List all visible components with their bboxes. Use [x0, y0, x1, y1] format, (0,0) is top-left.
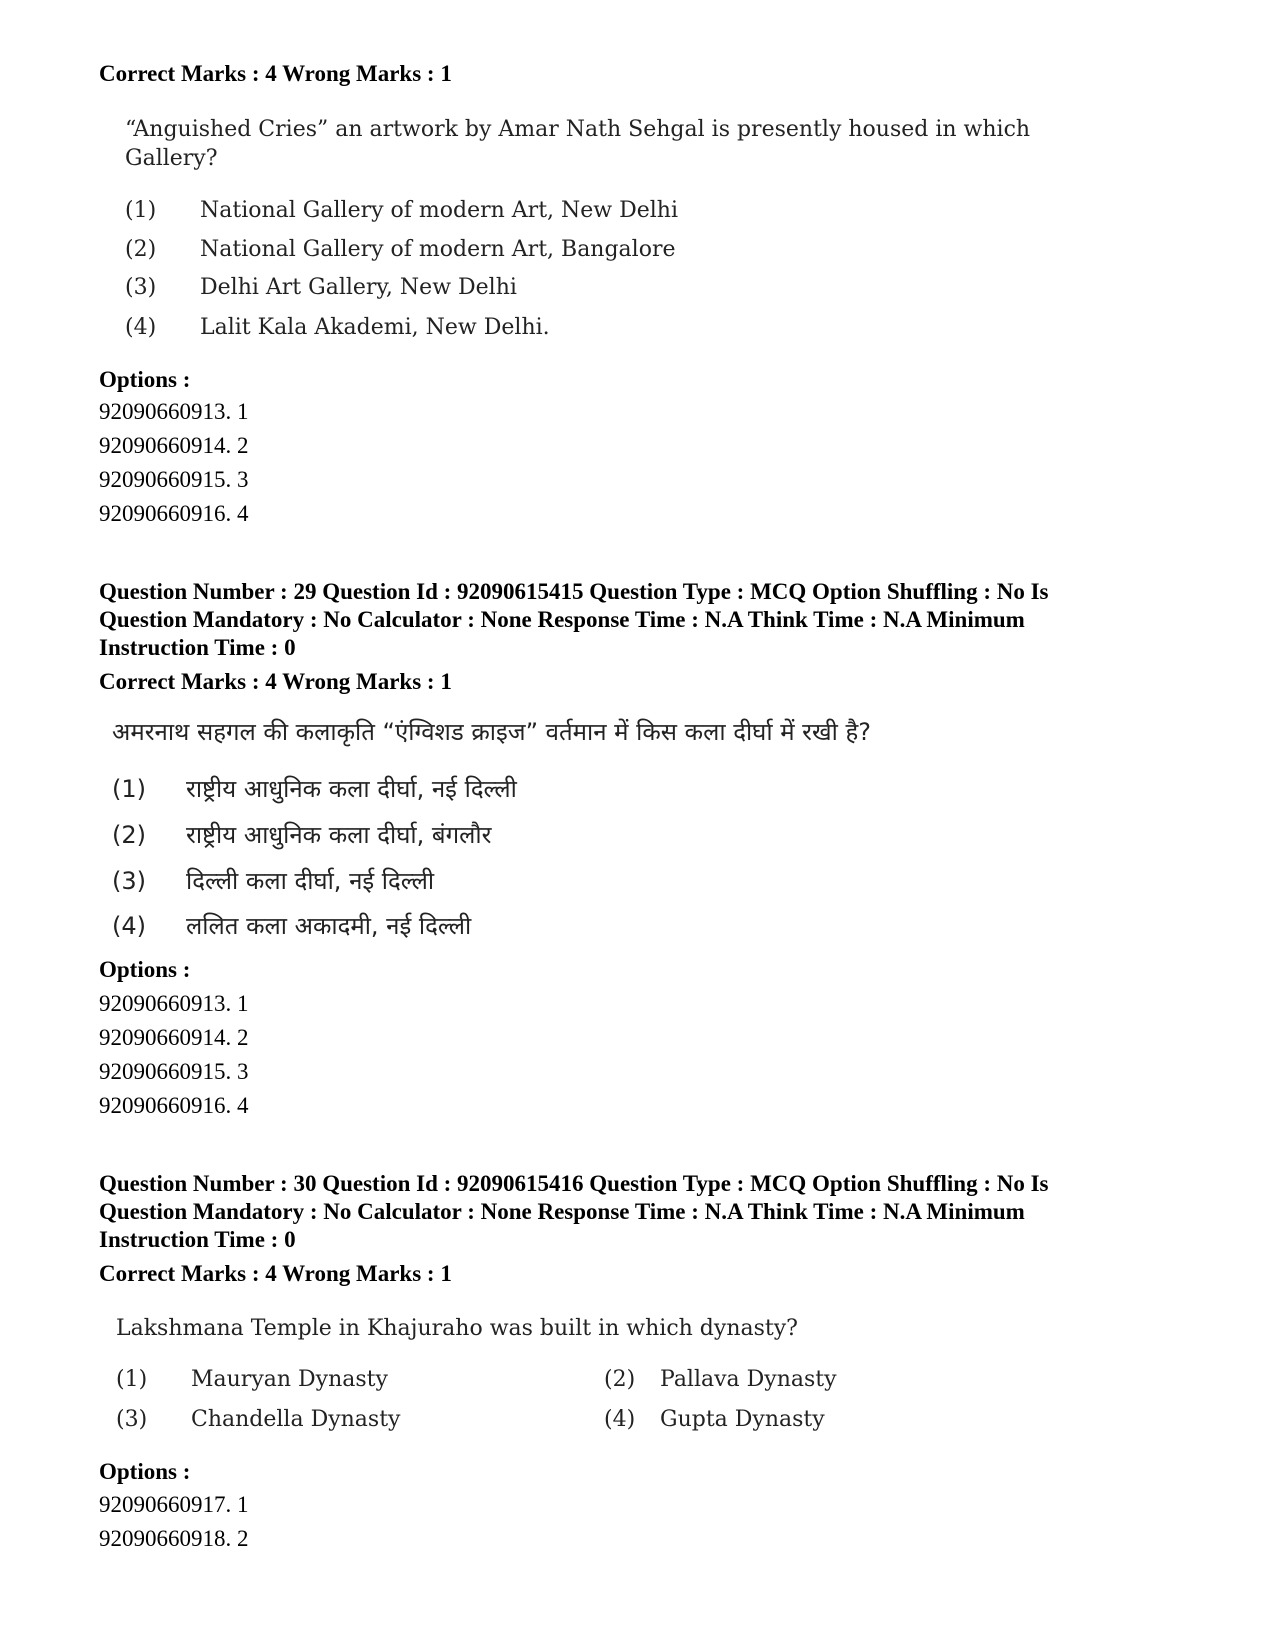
choice-number: (3) [125, 275, 157, 300]
q29-option-2: 92090660914. 2 [99, 1025, 249, 1050]
q29-option-4: 92090660916. 4 [99, 1093, 249, 1118]
choice-text: Delhi Art Gallery, New Delhi [200, 275, 517, 300]
choice-text: Pallava Dynasty [660, 1367, 837, 1392]
choice-number: (2) [112, 821, 146, 849]
q28-question-line1: “Anguished Cries” an artwork by Amar Nath Sehgal is presently housed in which [125, 117, 1031, 142]
q28-marks: Correct Marks : 4 Wrong Marks : 1 [99, 61, 452, 86]
q30-header-line1: Question Number : 30 Question Id : 92090615416 Question Type : MCQ Option Shuffling : No Is [99, 1171, 1049, 1196]
q29-marks: Correct Marks : 4 Wrong Marks : 1 [99, 669, 452, 694]
q29-question: अमरनाथ सहगल की कलाकृति “एंग्विशड क्राइज” वर्तमान में किस कला दीर्घा में रखी है? [112, 718, 871, 746]
choice-number: (2) [125, 237, 157, 262]
q29-options-label: Options : [99, 957, 191, 982]
choice-number: (4) [604, 1407, 636, 1432]
choice-text: राष्ट्रीय आधुनिक कला दीर्घा, नई दिल्ली [186, 775, 517, 803]
choice-text: Gupta Dynasty [660, 1407, 825, 1432]
q28-option-1: 92090660913. 1 [99, 399, 249, 424]
choice-text: दिल्ली कला दीर्घा, नई दिल्ली [186, 867, 435, 895]
choice-number: (1) [125, 198, 157, 223]
q28-option-2: 92090660914. 2 [99, 433, 249, 458]
choice-number: (3) [112, 867, 146, 895]
q30-header-line3: Instruction Time : 0 [99, 1227, 296, 1252]
q30-header-line2: Question Mandatory : No Calculator : None Response Time : N.A Think Time : N.A Minimum [99, 1199, 1025, 1224]
q30-question: Lakshmana Temple in Khajuraho was built in which dynasty? [116, 1316, 798, 1341]
choice-text: Chandella Dynasty [191, 1407, 401, 1432]
choice-number: (4) [112, 912, 146, 940]
q29-option-3: 92090660915. 3 [99, 1059, 249, 1084]
q28-question-line2: Gallery? [125, 146, 218, 171]
q30-options-label: Options : [99, 1459, 191, 1484]
choice-text: National Gallery of modern Art, New Delhi [200, 198, 679, 223]
q29-header-line3: Instruction Time : 0 [99, 635, 296, 660]
q29-option-1: 92090660913. 1 [99, 991, 249, 1016]
q29-header-line1: Question Number : 29 Question Id : 92090615415 Question Type : MCQ Option Shuffling : No Is [99, 579, 1049, 604]
q28-option-3: 92090660915. 3 [99, 467, 249, 492]
q29-header-line2: Question Mandatory : No Calculator : None Response Time : N.A Think Time : N.A Minimum [99, 607, 1025, 632]
choice-number: (1) [116, 1367, 148, 1392]
choice-text: राष्ट्रीय आधुनिक कला दीर्घा, बंगलौर [186, 821, 492, 849]
q30-marks: Correct Marks : 4 Wrong Marks : 1 [99, 1261, 452, 1286]
choice-text: Mauryan Dynasty [191, 1367, 388, 1392]
q28-option-4: 92090660916. 4 [99, 501, 249, 526]
choice-number: (1) [112, 775, 146, 803]
choice-text: Lalit Kala Akademi, New Delhi. [200, 315, 550, 340]
choice-number: (2) [604, 1367, 636, 1392]
choice-number: (4) [125, 315, 157, 340]
choice-text: National Gallery of modern Art, Bangalore [200, 237, 676, 262]
q28-options-label: Options : [99, 367, 191, 392]
q30-option-2: 92090660918. 2 [99, 1526, 249, 1551]
q30-option-1: 92090660917. 1 [99, 1492, 249, 1517]
choice-text: ललित कला अकादमी, नई दिल्ली [186, 912, 472, 940]
choice-number: (3) [116, 1407, 148, 1432]
